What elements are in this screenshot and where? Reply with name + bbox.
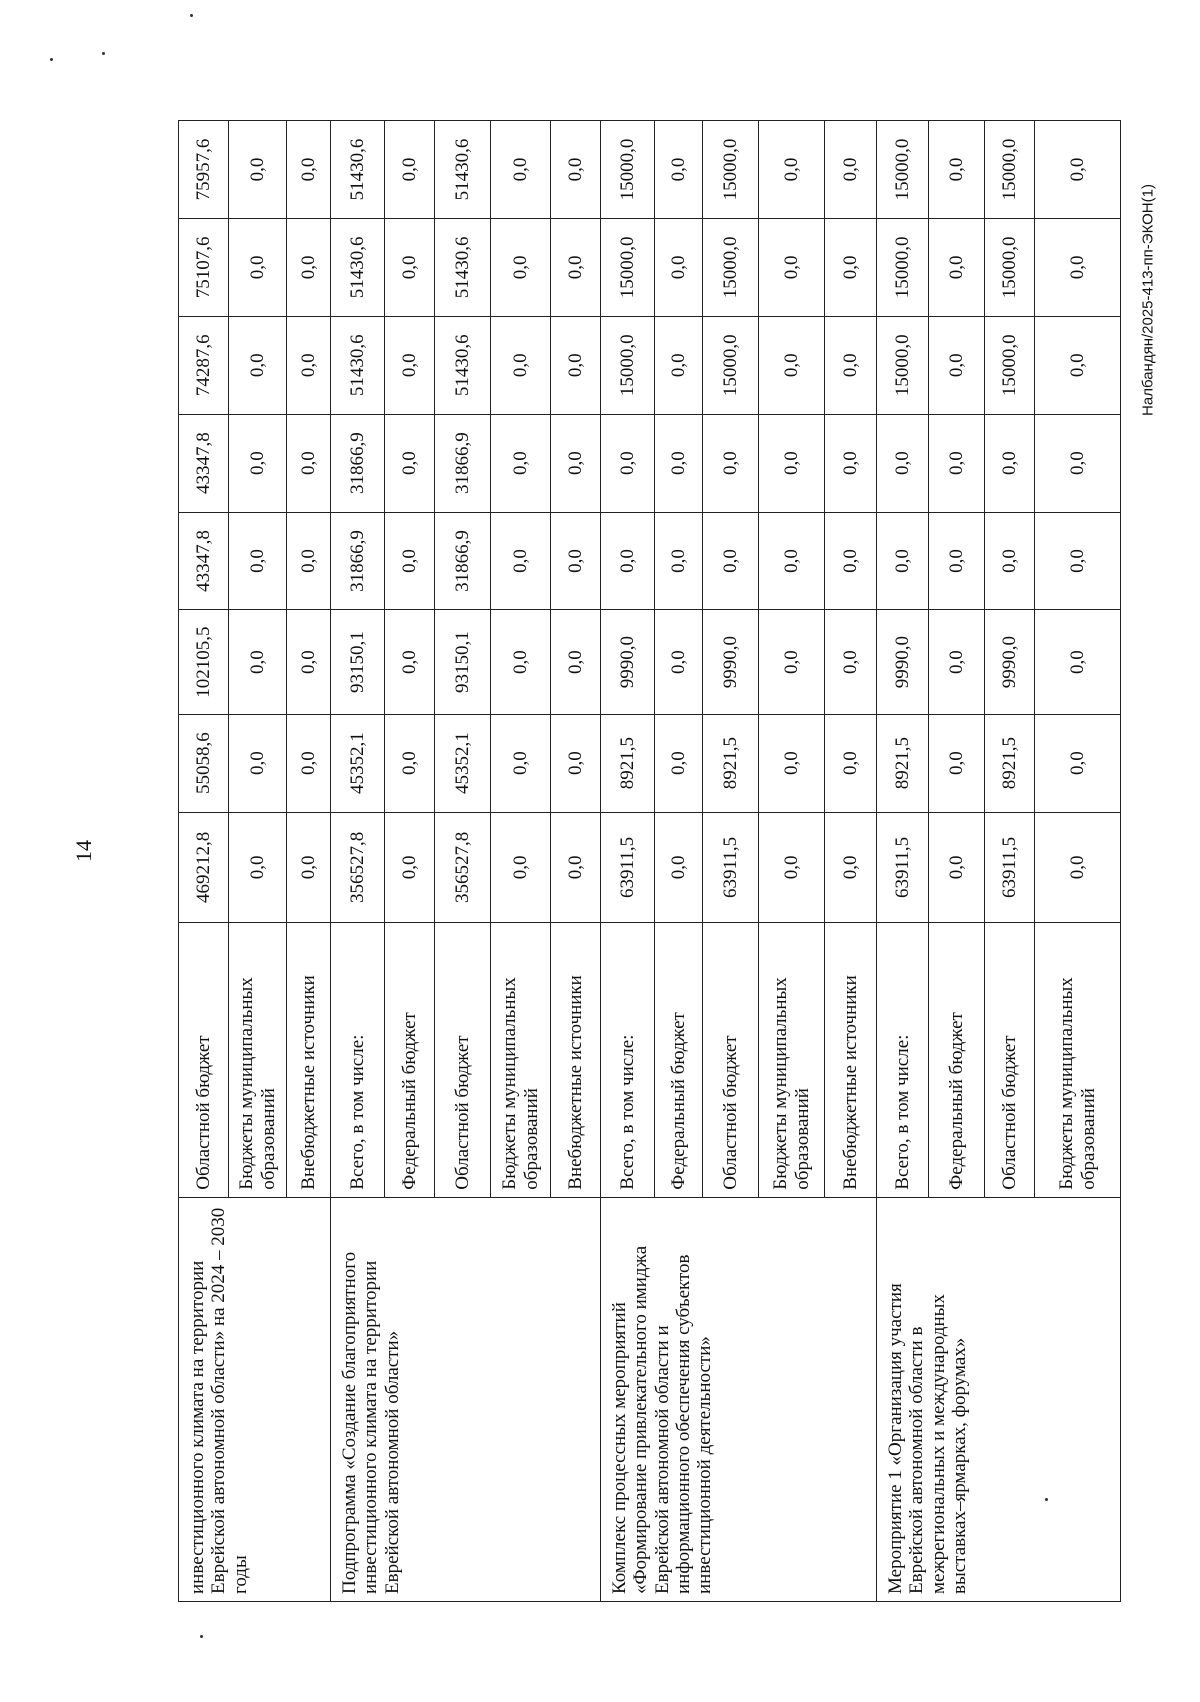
amount-cell: 0,0 xyxy=(229,218,287,316)
amount-cell: 0,0 xyxy=(1035,414,1121,512)
amount-cell: 0,0 xyxy=(929,812,985,923)
funding-table xyxy=(178,120,1121,1602)
amount-cell: 0,0 xyxy=(655,218,703,316)
amount-cell: 0,0 xyxy=(385,512,435,610)
amount-cell: 15000,0 xyxy=(601,121,655,219)
amount-cell: 0,0 xyxy=(1035,218,1121,316)
amount-cell: 0,0 xyxy=(551,610,601,714)
funding-source-cell: Всего, в том числе: xyxy=(601,923,655,1197)
amount-cell: 0,0 xyxy=(287,714,331,812)
amount-cell: 0,0 xyxy=(287,610,331,714)
amount-cell: 0,0 xyxy=(825,414,877,512)
amount-cell: 0,0 xyxy=(825,218,877,316)
amount-cell: 15000,0 xyxy=(703,121,759,219)
amount-cell: 15000,0 xyxy=(985,316,1035,414)
amount-cell: 0,0 xyxy=(385,218,435,316)
amount-cell: 0,0 xyxy=(385,812,435,923)
amount-cell: 63911,5 xyxy=(601,812,655,923)
amount-cell: 51430,6 xyxy=(435,316,491,414)
funding-table-rotated xyxy=(178,120,1099,1602)
amount-cell: 15000,0 xyxy=(601,316,655,414)
amount-cell: 8921,5 xyxy=(877,714,929,812)
amount-cell: 0,0 xyxy=(1035,610,1121,714)
amount-cell: 75107,6 xyxy=(179,218,229,316)
amount-cell: 0,0 xyxy=(655,610,703,714)
amount-cell: 0,0 xyxy=(491,610,551,714)
program-name-cell: Комплекс процессных мероприятий «Формирование привлекательного имиджа Еврейской автономной области и информационного обеспечения субъектов инвестиционной деятельности» xyxy=(601,1197,877,1601)
amount-cell: 0,0 xyxy=(491,316,551,414)
amount-cell: 51430,6 xyxy=(435,121,491,219)
funding-source-cell: Бюджеты муниципальных образований xyxy=(759,923,825,1197)
funding-table-body xyxy=(179,121,1121,1602)
amount-cell: 0,0 xyxy=(491,714,551,812)
program-name-cell: Подпрограмма «Создание благоприятного инвестиционного климата на территории Еврейской автономной области» xyxy=(331,1197,601,1601)
amount-cell: 0,0 xyxy=(551,121,601,219)
funding-source-cell: Областной бюджет xyxy=(435,923,491,1197)
amount-cell: 0,0 xyxy=(385,121,435,219)
amount-cell: 0,0 xyxy=(1035,512,1121,610)
amount-cell: 0,0 xyxy=(929,610,985,714)
funding-source-cell: Всего, в том числе: xyxy=(877,923,929,1197)
amount-cell: 0,0 xyxy=(759,218,825,316)
amount-cell: 9990,0 xyxy=(601,610,655,714)
amount-cell: 0,0 xyxy=(877,414,929,512)
table-row xyxy=(601,121,655,1602)
amount-cell: 8921,5 xyxy=(985,714,1035,812)
amount-cell: 0,0 xyxy=(551,414,601,512)
amount-cell: 356527,8 xyxy=(331,812,385,923)
amount-cell: 0,0 xyxy=(929,316,985,414)
amount-cell: 0,0 xyxy=(287,316,331,414)
amount-cell: 8921,5 xyxy=(703,714,759,812)
funding-source-cell: Федеральный бюджет xyxy=(929,923,985,1197)
amount-cell: 45352,1 xyxy=(435,714,491,812)
amount-cell: 0,0 xyxy=(551,316,601,414)
amount-cell: 0,0 xyxy=(825,714,877,812)
amount-cell: 31866,9 xyxy=(435,414,491,512)
amount-cell: 0,0 xyxy=(491,512,551,610)
amount-cell: 0,0 xyxy=(759,610,825,714)
amount-cell: 0,0 xyxy=(1035,316,1121,414)
amount-cell: 93150,1 xyxy=(435,610,491,714)
funding-table-frame xyxy=(178,120,1099,1602)
amount-cell: 0,0 xyxy=(825,121,877,219)
amount-cell: 63911,5 xyxy=(985,812,1035,923)
amount-cell: 0,0 xyxy=(1035,121,1121,219)
amount-cell: 0,0 xyxy=(385,714,435,812)
amount-cell: 0,0 xyxy=(759,512,825,610)
amount-cell: 0,0 xyxy=(655,812,703,923)
funding-source-cell: Областной бюджет xyxy=(703,923,759,1197)
amount-cell: 43347,8 xyxy=(179,414,229,512)
amount-cell: 0,0 xyxy=(1035,714,1121,812)
amount-cell: 15000,0 xyxy=(985,121,1035,219)
amount-cell: 0,0 xyxy=(287,812,331,923)
amount-cell: 0,0 xyxy=(491,414,551,512)
amount-cell: 469212,8 xyxy=(179,812,229,923)
amount-cell: 0,0 xyxy=(655,316,703,414)
amount-cell: 0,0 xyxy=(655,121,703,219)
funding-source-cell: Областной бюджет xyxy=(179,923,229,1197)
amount-cell: 0,0 xyxy=(759,414,825,512)
amount-cell: 0,0 xyxy=(985,414,1035,512)
amount-cell: 0,0 xyxy=(759,812,825,923)
funding-source-cell: Федеральный бюджет xyxy=(385,923,435,1197)
amount-cell: 0,0 xyxy=(655,714,703,812)
amount-cell: 15000,0 xyxy=(877,121,929,219)
amount-cell: 0,0 xyxy=(825,512,877,610)
amount-cell: 15000,0 xyxy=(703,316,759,414)
page-number: 14 xyxy=(71,840,96,862)
amount-cell: 0,0 xyxy=(491,218,551,316)
amount-cell: 102105,5 xyxy=(179,610,229,714)
amount-cell: 0,0 xyxy=(491,121,551,219)
amount-cell: 0,0 xyxy=(929,512,985,610)
amount-cell: 0,0 xyxy=(385,414,435,512)
program-name-cell: Мероприятие 1 «Организация участия Еврейской автономной области в межрегиональных и международных выставках–ярмарках, форумах» xyxy=(877,1197,1121,1601)
amount-cell: 15000,0 xyxy=(601,218,655,316)
amount-cell: 0,0 xyxy=(229,812,287,923)
amount-cell: 0,0 xyxy=(703,414,759,512)
amount-cell: 0,0 xyxy=(491,812,551,923)
amount-cell: 55058,6 xyxy=(179,714,229,812)
amount-cell: 0,0 xyxy=(551,812,601,923)
amount-cell: 0,0 xyxy=(825,316,877,414)
scan-speck xyxy=(200,1635,203,1638)
amount-cell: 0,0 xyxy=(551,714,601,812)
funding-source-cell: Областной бюджет xyxy=(985,923,1035,1197)
amount-cell: 0,0 xyxy=(703,512,759,610)
amount-cell: 0,0 xyxy=(759,714,825,812)
funding-source-cell: Внебюджетные источники xyxy=(825,923,877,1197)
amount-cell: 0,0 xyxy=(929,121,985,219)
scan-speck xyxy=(50,58,53,61)
amount-cell: 0,0 xyxy=(287,512,331,610)
amount-cell: 51430,6 xyxy=(435,218,491,316)
funding-source-cell: Всего, в том числе: xyxy=(331,923,385,1197)
amount-cell: 15000,0 xyxy=(985,218,1035,316)
amount-cell: 0,0 xyxy=(877,512,929,610)
funding-source-cell: Бюджеты муниципальных образований xyxy=(491,923,551,1197)
amount-cell: 31866,9 xyxy=(435,512,491,610)
amount-cell: 31866,9 xyxy=(331,512,385,610)
amount-cell: 43347,8 xyxy=(179,512,229,610)
document-code: Налбандян/2025-413-пп-ЭКОН(1) xyxy=(1139,184,1157,416)
amount-cell: 9990,0 xyxy=(985,610,1035,714)
amount-cell: 0,0 xyxy=(287,414,331,512)
amount-cell: 0,0 xyxy=(229,610,287,714)
amount-cell: 0,0 xyxy=(825,812,877,923)
amount-cell: 0,0 xyxy=(601,512,655,610)
amount-cell: 0,0 xyxy=(1035,812,1121,923)
scan-speck xyxy=(102,52,105,55)
amount-cell: 0,0 xyxy=(229,316,287,414)
amount-cell: 0,0 xyxy=(759,316,825,414)
amount-cell: 0,0 xyxy=(759,121,825,219)
amount-cell: 74287,6 xyxy=(179,316,229,414)
table-row xyxy=(331,121,385,1602)
amount-cell: 0,0 xyxy=(929,714,985,812)
funding-source-cell: Внебюджетные источники xyxy=(551,923,601,1197)
amount-cell: 8921,5 xyxy=(601,714,655,812)
amount-cell: 31866,9 xyxy=(331,414,385,512)
amount-cell: 0,0 xyxy=(601,414,655,512)
amount-cell: 0,0 xyxy=(287,121,331,219)
scan-speck xyxy=(190,14,193,17)
amount-cell: 0,0 xyxy=(229,512,287,610)
amount-cell: 0,0 xyxy=(929,414,985,512)
amount-cell: 93150,1 xyxy=(331,610,385,714)
amount-cell: 15000,0 xyxy=(877,316,929,414)
amount-cell: 0,0 xyxy=(229,121,287,219)
funding-source-cell: Бюджеты муниципальных образований xyxy=(229,923,287,1197)
funding-source-cell: Внебюджетные источники xyxy=(287,923,331,1197)
table-row xyxy=(877,121,929,1602)
amount-cell: 0,0 xyxy=(655,414,703,512)
amount-cell: 63911,5 xyxy=(703,812,759,923)
amount-cell: 45352,1 xyxy=(331,714,385,812)
funding-source-cell: Бюджеты муниципальных образований xyxy=(1035,923,1121,1197)
amount-cell: 0,0 xyxy=(551,218,601,316)
table-row xyxy=(179,121,229,1602)
amount-cell: 0,0 xyxy=(385,316,435,414)
amount-cell: 0,0 xyxy=(655,512,703,610)
program-name-cell: инвестиционного климата на территории Еврейской автономной области» на 2024 – 2030 годы xyxy=(179,1197,331,1601)
amount-cell: 0,0 xyxy=(287,218,331,316)
amount-cell: 15000,0 xyxy=(703,218,759,316)
amount-cell: 9990,0 xyxy=(877,610,929,714)
amount-cell: 75957,6 xyxy=(179,121,229,219)
amount-cell: 63911,5 xyxy=(877,812,929,923)
amount-cell: 0,0 xyxy=(985,512,1035,610)
amount-cell: 0,0 xyxy=(229,414,287,512)
amount-cell: 9990,0 xyxy=(703,610,759,714)
funding-source-cell: Федеральный бюджет xyxy=(655,923,703,1197)
amount-cell: 0,0 xyxy=(929,218,985,316)
amount-cell: 51430,6 xyxy=(331,316,385,414)
amount-cell: 356527,8 xyxy=(435,812,491,923)
amount-cell: 0,0 xyxy=(825,610,877,714)
amount-cell: 15000,0 xyxy=(877,218,929,316)
amount-cell: 0,0 xyxy=(229,714,287,812)
amount-cell: 51430,6 xyxy=(331,218,385,316)
amount-cell: 0,0 xyxy=(551,512,601,610)
amount-cell: 0,0 xyxy=(385,610,435,714)
amount-cell: 51430,6 xyxy=(331,121,385,219)
